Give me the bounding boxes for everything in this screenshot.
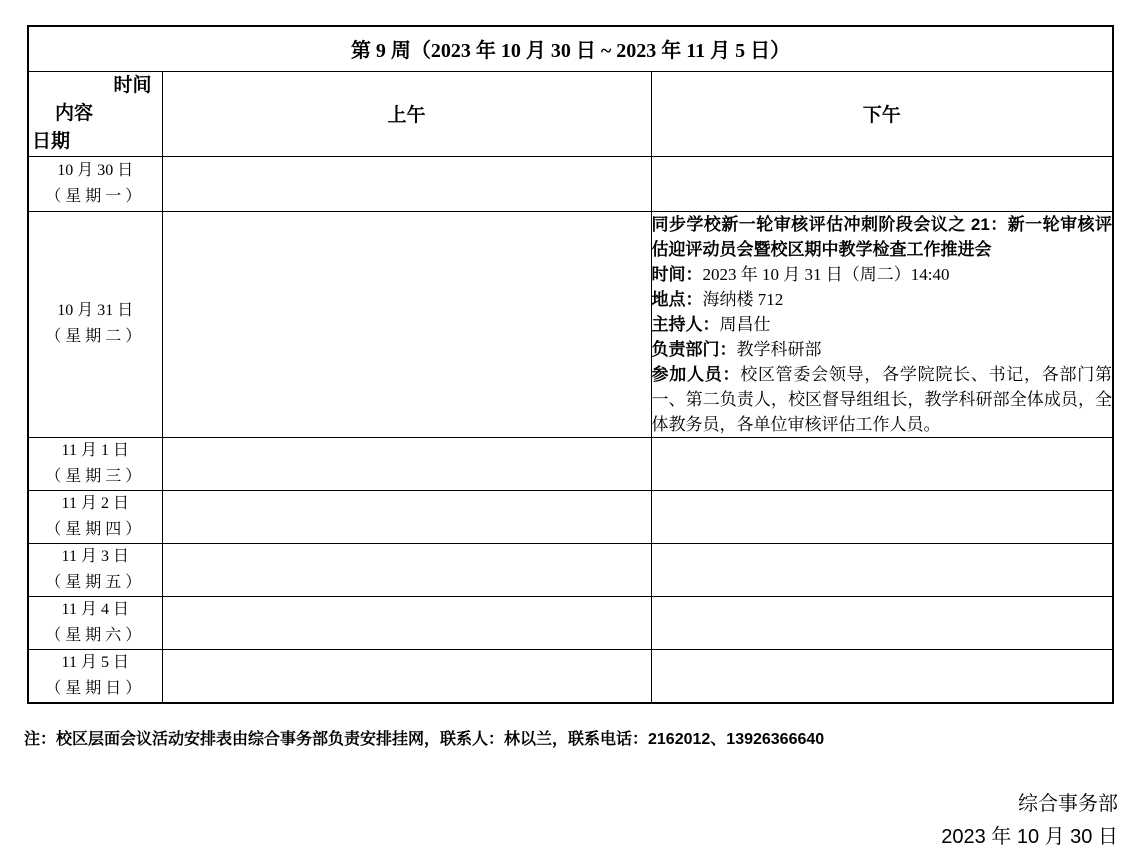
field-label-department: 负责部门： (651, 339, 737, 359)
table-row (28, 490, 1113, 543)
weekday-text: （星期一） (45, 187, 146, 205)
corner-label-date: 日期 (32, 130, 71, 152)
meeting-title: 同步学校新一轮审核评估冲刺阶段会议之 21：新一轮审核评估迎评动员会暨校区期中教学检查工作推进会 (651, 214, 1113, 259)
date-text: 10 月 31 日 (57, 302, 134, 319)
afternoon-cell-empty (651, 490, 1113, 543)
table-row (28, 156, 1113, 211)
field-value-time: 2023 年 10 月 31 日（周二）14:40 (702, 264, 950, 284)
date-text: 10 月 30 日 (57, 161, 134, 179)
column-header-afternoon: 下午 (651, 71, 1113, 156)
date-cell-oct30 (28, 156, 162, 211)
meeting-field-host (652, 312, 1113, 337)
table-row (28, 543, 1113, 596)
field-label-participants: 参加人员： (651, 364, 741, 384)
weekly-schedule-table (27, 25, 1114, 704)
table-row (28, 649, 1113, 703)
date-cell-nov1 (28, 437, 162, 490)
afternoon-cell-empty (651, 596, 1113, 649)
afternoon-cell-empty (651, 437, 1113, 490)
weekday-text: （星期日） (45, 679, 146, 697)
date-text: 11 月 2 日 (61, 494, 129, 512)
date-text: 11 月 4 日 (61, 600, 129, 618)
corner-label-content: 内容 (55, 102, 94, 124)
week-title: 第 9 周（2023 年 10 月 30 日 ~ 2023 年 11 月 5 日） (28, 26, 1113, 71)
corner-header-cell (28, 71, 162, 156)
corner-label-time: 时间 (113, 74, 152, 96)
meeting-field-department (652, 337, 1113, 362)
table-row (28, 211, 1113, 437)
date-cell-oct31 (28, 211, 162, 437)
field-label-host: 主持人： (651, 314, 720, 334)
date-cell-nov3 (28, 543, 162, 596)
field-label-location: 地点： (651, 289, 703, 309)
field-value-location: 海纳楼 712 (702, 289, 784, 309)
weekday-text: （星期三） (45, 467, 146, 485)
signature-department: 综合事务部 (1018, 793, 1118, 815)
morning-cell-empty (162, 649, 651, 703)
table-title-row (28, 26, 1113, 71)
meeting-field-time (652, 262, 1113, 287)
afternoon-cell-empty (651, 649, 1113, 703)
date-text: 11 月 3 日 (61, 547, 129, 565)
field-value-participants: 校区管委会领导，各学院院长、书记，各部门第一、第二负责人，校区督导组组长，教学科研部全体成员，全体教务员，各单位审核评估工作人员。 (651, 364, 1113, 434)
afternoon-cell-empty (651, 543, 1113, 596)
weekday-text: （星期四） (45, 520, 146, 538)
meeting-cell (651, 211, 1113, 437)
footer-note: 注：校区层面会议活动安排表由综合事务部负责安排挂网，联系人：林以兰，联系电话：2162012、13926366640 (24, 731, 825, 748)
afternoon-cell-empty (651, 156, 1113, 211)
morning-cell-empty (162, 211, 651, 437)
morning-cell-empty (162, 543, 651, 596)
date-cell-nov5 (28, 649, 162, 703)
field-label-time: 时间： (651, 264, 703, 284)
date-cell-nov2 (28, 490, 162, 543)
morning-cell-empty (162, 156, 651, 211)
morning-cell-empty (162, 437, 651, 490)
table-header-row (28, 71, 1113, 156)
weekday-text: （星期五） (45, 573, 146, 591)
meeting-field-participants (652, 362, 1113, 437)
weekday-text: （星期六） (45, 626, 146, 644)
morning-cell-empty (162, 596, 651, 649)
table-row (28, 437, 1113, 490)
meeting-field-location (652, 287, 1113, 312)
field-value-host: 周昌仕 (719, 314, 771, 334)
date-text: 11 月 1 日 (61, 441, 129, 459)
weekday-text: （星期二） (45, 328, 146, 345)
field-value-department: 教学科研部 (736, 339, 822, 359)
date-cell-nov4 (28, 596, 162, 649)
morning-cell-empty (162, 490, 651, 543)
table-row (28, 596, 1113, 649)
date-text: 11 月 5 日 (61, 653, 129, 671)
column-header-morning: 上午 (162, 71, 651, 156)
signature-date: 2023 年 10 月 30 日 (941, 826, 1118, 848)
